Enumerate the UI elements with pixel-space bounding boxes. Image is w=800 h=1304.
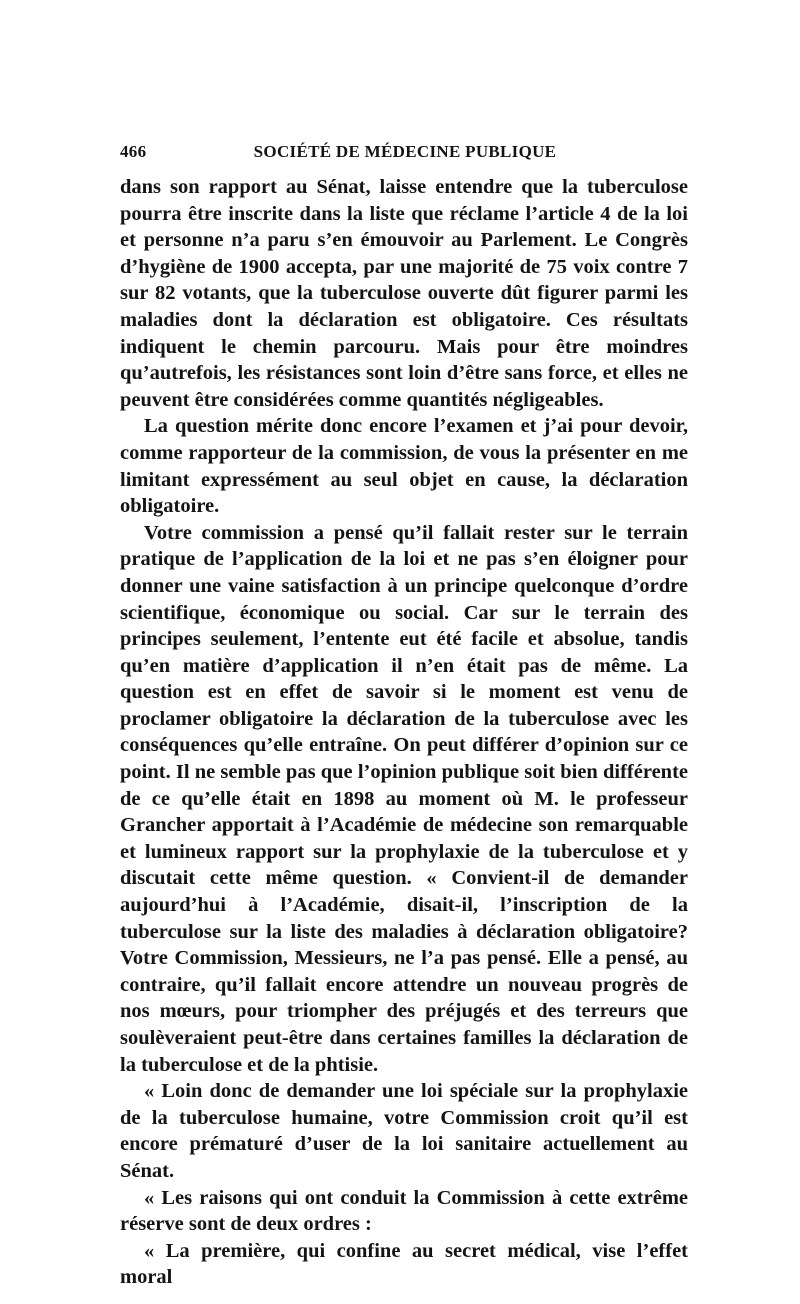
running-title: SOCIÉTÉ DE MÉDECINE PUBLIQUE — [253, 142, 557, 161]
paragraph-continuation: dans son rapport au Sénat, laisse entendre que la tuberculose pourra être inscrite dans la liste que réclame l’article 4 de la loi et personne n’a paru s’en émouvoir au Parlement. Le Congrès d’hygiène de 1900 accepta, par une majorité de 75 voix contre 7 sur 82 votants, que la tuberculose ouverte dût figurer parmi les maladies dont la déclaration est obligatoire. Ces résultats indiquent le chemin parcouru. Mais pour être moindres qu’autrefois, les résistances sont loin d’être sans force, et elles ne peuvent être considérées comme quantités négligeables. — [120, 176, 688, 411]
page-header — [120, 142, 690, 168]
paragraph-question: La question mérite donc encore l’examen et j’ai pour devoir, comme rapporteur de la commission, de vous la présenter en me limitant expressément au seul objet en cause, la déclaration obligatoire. — [120, 415, 688, 518]
paragraph-commission: Votre commission a pensé qu’il fallait rester sur le terrain pratique de l’application de la loi et ne pas s’en éloigner pour donner une vaine satisfaction à un principe quelconque d’ordre scientifique, économique ou social. Car sur le terrain des principes seulement, l’entente eut été facile et absolue, tandis qu’en matière d’application il n’en était pas de même. La question est en effet de savoir si le moment est venu de proclamer obligatoire la déclaration de la tuberculose avec les conséquences qu’elle entraîne. On peut différer d’opinion sur ce point. Il ne semble pas que l’opinion publique soit bien différente de ce qu’elle était en 1898 au moment où M. le professeur Grancher apportait à l’Académie de médecine son remarquable et lumineux rapport sur la prophylaxie de la tuberculose et y discutait cette même question. « Convient-il de demander aujourd’hui à l’Académie, disait-il, l’inscription de la tuberculose sur la liste des maladies à déclaration obligatoire? Votre Commission, Messieurs, ne l’a pas pensé. Elle a pensé, au contraire, qu’il fallait encore attendre un nouveau progrès de nos mœurs, pour triompher des préjugés et des terreurs que soulèveraient peut-être dans certaines familles la déclaration de la tuberculose et de la phtisie. — [120, 521, 688, 1076]
paragraph-quote-loin: « Loin donc de demander une loi spéciale sur la prophylaxie de la tuberculose humaine, votre Commission croit qu’il est encore prématuré d’user de la loi sanitaire actuellement au Sénat. — [120, 1080, 688, 1182]
paragraph-quote-raisons: « Les raisons qui ont conduit la Commission à cette extrême réserve sont de deux ordres : — [120, 1186, 688, 1236]
paragraph-quote-premiere: « La première, qui confine au secret médical, vise l’effet moral — [120, 1239, 688, 1289]
body-text — [120, 174, 688, 1291]
page-number: 466 — [120, 142, 147, 161]
